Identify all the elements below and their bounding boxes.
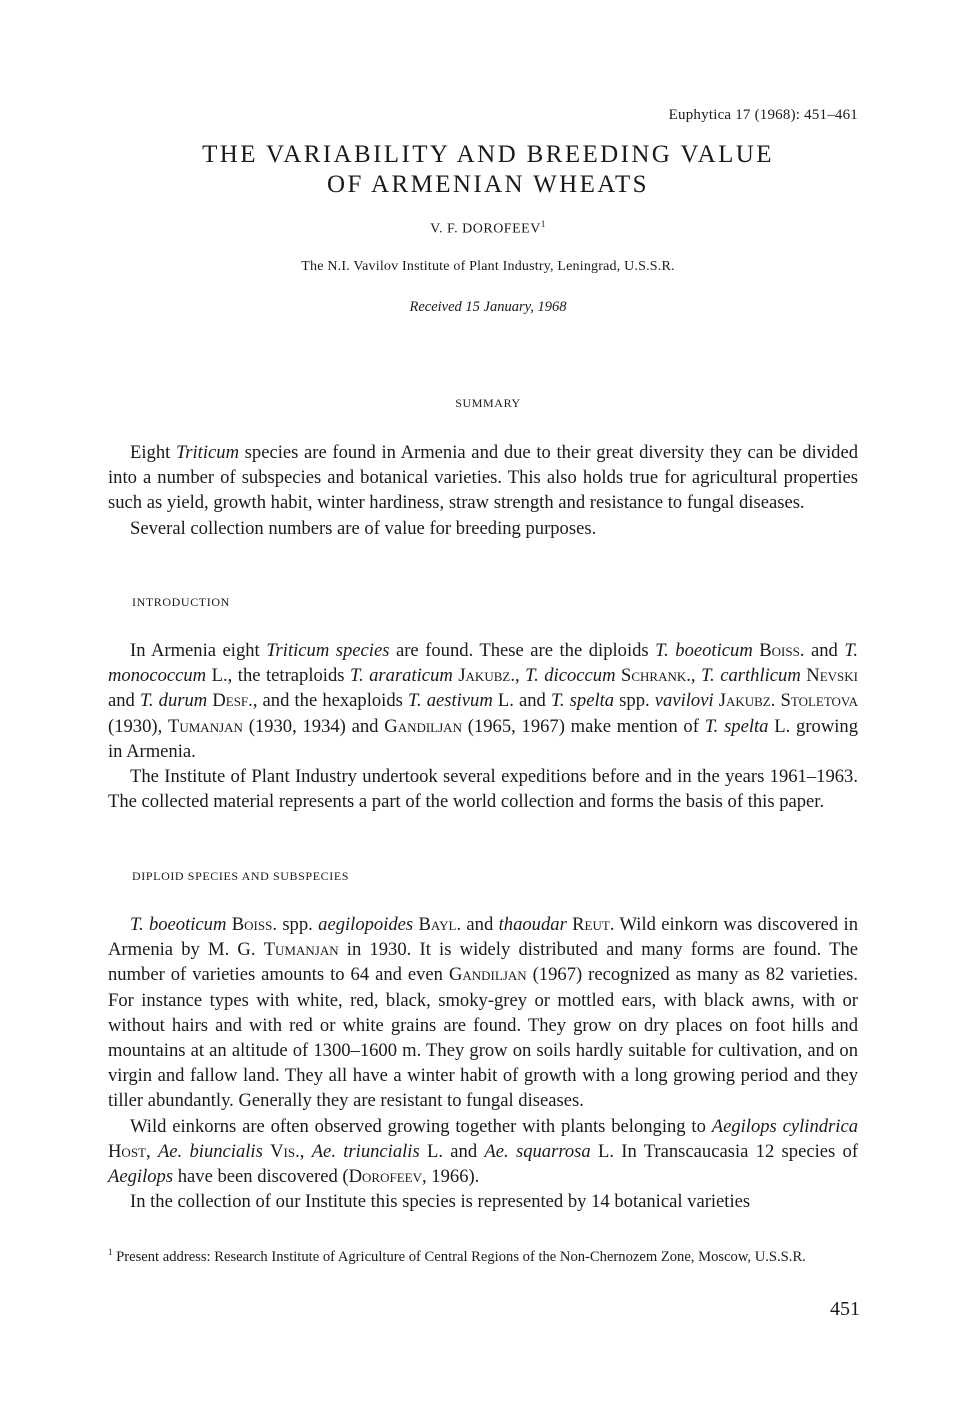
text-run: have been discovered (: [173, 1166, 349, 1188]
author: [100, 219, 876, 238]
italic-term: Aegilops cylindrica: [711, 1115, 858, 1137]
summary-text: species are found in Armenia and due to their great diversity they can be divided into a number of subspecies and botanical varieties. This also holds true for agricultural properties such as yield, growth habit, winter hardiness, straw strength and resistance to fungal diseases.: [108, 442, 858, 514]
text-run: and: [108, 690, 140, 712]
italic-term: Ae. biuncialis: [157, 1140, 263, 1162]
italic-term: aegilopoides: [318, 914, 414, 935]
journal-reference: Euphytica 17 (1968): 451–461: [668, 107, 858, 123]
author-citation: Jakubz.: [718, 690, 776, 712]
summary-text: Eight: [130, 442, 176, 463]
diploid-heading: DIPLOID SPECIES AND SUBSPECIES: [132, 869, 350, 883]
text-run: ,: [146, 1140, 158, 1162]
author-citation: Dorofeev: [348, 1166, 422, 1188]
introduction-paragraph-1: [108, 638, 858, 764]
author-name: V. F. DOROFEEV: [430, 221, 541, 237]
text-run: spp.: [614, 690, 655, 712]
text-run: (1965, 1967) make mention of: [461, 715, 705, 737]
italic-term: T. boeoticum: [130, 914, 227, 935]
text-run: L. and: [419, 1140, 485, 1162]
author-citation: Tumanjan: [168, 715, 243, 737]
text-run: (1930),: [108, 715, 168, 737]
author-citation: Boiss.: [759, 640, 805, 661]
italic-term: Ae. squarrosa: [484, 1140, 591, 1162]
text-run: and: [804, 640, 845, 661]
diploid-paragraph-2: [108, 1114, 858, 1190]
italic-term: T. dicoccum: [525, 665, 616, 687]
text-run: Wild einkorns are often observed growing together with plants belonging to: [130, 1115, 712, 1137]
author-citation: Gandiljan: [384, 715, 462, 737]
italic-term: T. monococcum: [108, 640, 858, 687]
italic-term: vavilovi: [654, 690, 714, 712]
received-date: Received 15 January, 1968: [409, 299, 567, 315]
footnote-mark: 1: [108, 1247, 113, 1257]
introduction-heading: INTRODUCTION: [132, 595, 230, 609]
summary-section: [108, 440, 858, 541]
summary-paragraph-2: Several collection numbers are of value for breeding purposes.: [130, 517, 597, 539]
italic-term: T. durum: [139, 690, 208, 712]
italic-term: T. araraticum: [350, 665, 453, 687]
diploid-paragraph-3: In the collection of our Institute this species is represented by 14 botanical varieties: [130, 1191, 751, 1213]
italic-term: T. spelta: [704, 715, 769, 737]
text-run: L. growing in Armenia.: [108, 715, 859, 762]
footnote: [108, 1243, 860, 1267]
introduction-paragraph-2: The Institute of Plant Industry undertook several expeditions before and in the years 1961–1963. The collected material represents a part of the world collection and forms the basis of this paper.: [108, 766, 858, 813]
summary-paragraph-1: [108, 440, 858, 516]
text-run: , and the hexaploids: [252, 690, 408, 712]
footnote-text: Present address: Research Institute of Agriculture of Central Regions of the Non-Chernozem Zone, Moscow, U.S.S.R.: [112, 1248, 806, 1265]
author-footnote-mark: 1: [540, 219, 546, 229]
diploid-section: [108, 912, 858, 1214]
text-run: are found. These are the diploids: [389, 640, 656, 661]
text-run: in 1930. It is widely distributed and many forms are found. The number of varieties amounts to 64 and even: [108, 939, 858, 986]
author-citation: Tumanjan: [263, 939, 339, 961]
italic-term: T. boeoticum: [655, 640, 753, 661]
author-citation: Boiss.: [231, 914, 277, 935]
text-run: and: [461, 914, 499, 935]
introduction-section: [108, 638, 858, 814]
text-run: L. In Transcaucasia 12 species of: [590, 1140, 859, 1162]
author-citation: Schrank.: [621, 665, 691, 687]
text-run: , 1966).: [422, 1166, 480, 1188]
genus-name: Triticum: [175, 442, 239, 463]
italic-term: Aegilops: [108, 1166, 174, 1188]
text-run: Wild einkorn was discovered in Armenia by M. G.: [108, 914, 858, 961]
author-citation: Bayl.: [418, 914, 462, 935]
author-citation: Gandiljan: [448, 964, 527, 986]
author-citation: Desf.: [212, 690, 253, 712]
italic-term: T. aestivum: [407, 690, 493, 712]
summary-heading: SUMMARY: [455, 396, 521, 410]
author-citation: Jakubz.: [458, 665, 515, 687]
text-run: (1930, 1934) and: [242, 715, 385, 737]
text-run: ,: [690, 665, 702, 687]
paper-title: [100, 140, 876, 200]
text-run: L. and: [492, 690, 551, 712]
text-run: (1967) recognized as many as 82 varieties. For instance types with white, red, black, smoky-grey or mottled ears, with black awns, with or without hairs and with red or white grains are found. They grow on dry places on foot hills and mountains at an altitude of 1300–1600 m. They grow on soils hardly suitable for cultivation, and on virgin and fallow land. They all have a winter habit of growth with a long growing period and they tiller abundantly. Generally they are resistant to fungal diseases.: [108, 964, 858, 1112]
page-number: 451: [830, 1298, 860, 1320]
italic-term: Ae. triuncialis: [311, 1140, 420, 1162]
author-citation: Host: [108, 1140, 146, 1162]
text-run: ,: [299, 1140, 312, 1162]
text-run: L., the tetraploids: [206, 665, 350, 687]
author-citation: Reut.: [572, 914, 615, 935]
affiliation: The N.I. Vavilov Institute of Plant Industry, Leningrad, U.S.S.R.: [301, 259, 675, 274]
author-citation: Nevski: [806, 665, 858, 687]
italic-term: Triticum species: [266, 640, 390, 661]
text-run: ,: [514, 665, 526, 687]
italic-term: T. spelta: [550, 690, 615, 712]
text-run: In Armenia eight: [130, 640, 267, 661]
author-citation: Vis.: [270, 1140, 300, 1162]
diploid-paragraph-1: [108, 912, 858, 1114]
italic-term: T. carthlicum: [701, 665, 801, 687]
italic-term: thaoudar: [498, 914, 567, 935]
title-line-2: OF ARMENIAN WHEATS: [327, 171, 649, 198]
author-citation: Stoletova: [780, 690, 859, 712]
text-run: spp.: [276, 914, 319, 935]
title-line-1: THE VARIABILITY AND BREEDING VALUE: [202, 141, 774, 168]
